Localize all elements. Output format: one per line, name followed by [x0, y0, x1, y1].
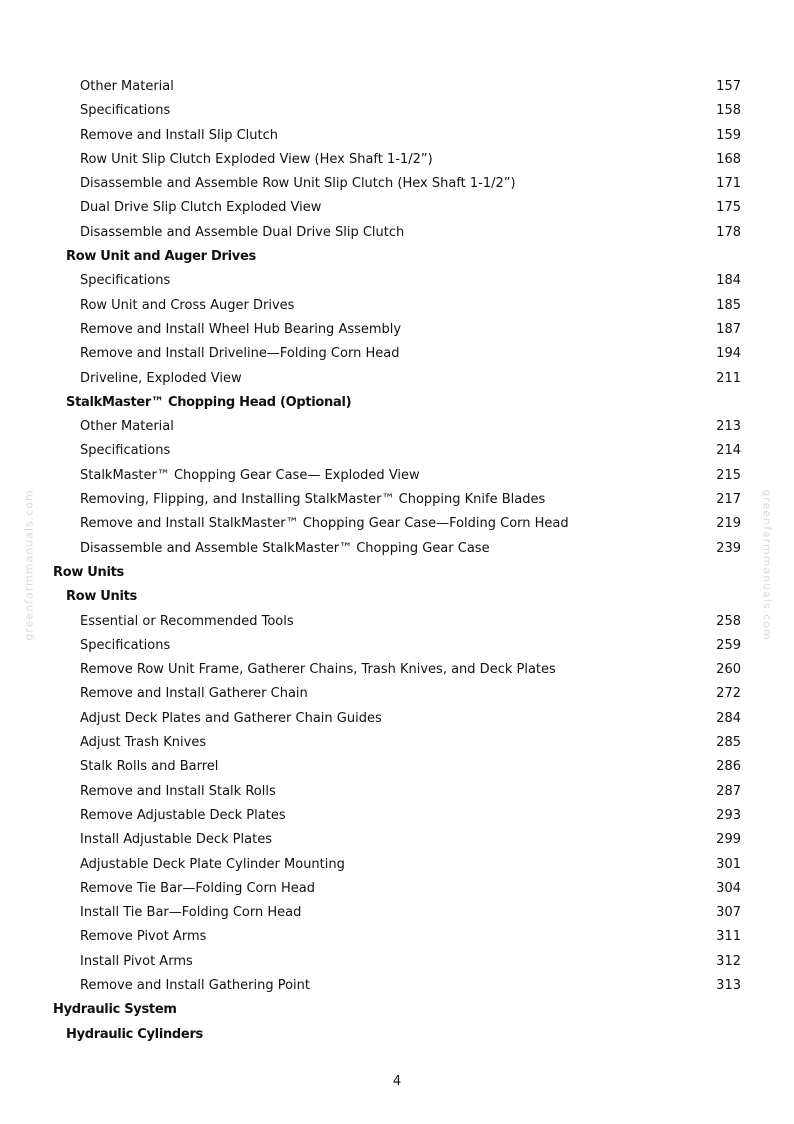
toc-entry-page-number[interactable]: 214 [716, 443, 741, 459]
toc-entry[interactable] [0, 488, 794, 512]
toc-entry[interactable] [0, 99, 794, 123]
toc-entry-title[interactable]: Dual Drive Slip Clutch Exploded View [80, 200, 322, 216]
toc-entry-page-number[interactable]: 258 [716, 613, 741, 629]
toc-entry-title[interactable]: Hydraulic Cylinders [66, 1026, 203, 1042]
toc-section-heading[interactable] [0, 561, 794, 585]
toc-entry-title[interactable]: Specifications [80, 273, 171, 289]
toc-entry[interactable] [0, 901, 794, 925]
toc-entry-title[interactable]: Row Unit and Cross Auger Drives [80, 297, 295, 313]
toc-entry-title[interactable]: Adjust Trash Knives [80, 735, 207, 751]
toc-entry-page-number[interactable]: 187 [716, 321, 741, 337]
toc-entry-title[interactable]: Removing, Flipping, and Installing StalkMaster™ Chopping Knife Blades [80, 492, 546, 508]
toc-entry-title[interactable]: Remove and Install Gatherer Chain [80, 686, 308, 702]
toc-entry-title[interactable]: Row Unit Slip Clutch Exploded View (Hex Shaft 1-1/2”) [80, 151, 433, 167]
table-of-contents [0, 75, 794, 1047]
toc-entry[interactable] [0, 464, 794, 488]
toc-entry[interactable] [0, 828, 794, 852]
toc-entry[interactable] [0, 196, 794, 220]
toc-entry-page-number[interactable]: 215 [716, 467, 741, 483]
toc-entry[interactable] [0, 610, 794, 634]
toc-entry-title[interactable]: Remove Pivot Arms [80, 929, 207, 945]
toc-entry-title[interactable]: Other Material [80, 419, 174, 435]
toc-entry-title[interactable]: Stalk Rolls and Barrel [80, 759, 219, 775]
toc-entry[interactable] [0, 804, 794, 828]
toc-entry[interactable] [0, 75, 794, 99]
toc-entry-page-number[interactable]: 307 [716, 905, 741, 921]
toc-entry-page-number[interactable]: 184 [716, 273, 741, 289]
toc-entry[interactable] [0, 731, 794, 755]
toc-entry[interactable] [0, 537, 794, 561]
toc-entry[interactable] [0, 512, 794, 536]
toc-entry[interactable] [0, 853, 794, 877]
toc-entry[interactable] [0, 439, 794, 463]
toc-entry[interactable] [0, 269, 794, 293]
toc-entry-page-number[interactable]: 213 [716, 419, 741, 435]
toc-entry-title[interactable]: Adjustable Deck Plate Cylinder Mounting [80, 856, 345, 872]
toc-entry[interactable] [0, 877, 794, 901]
toc-entry-title[interactable]: Remove and Install StalkMaster™ Chopping Gear Case—Folding Corn Head [80, 516, 569, 532]
toc-entry-title[interactable]: Remove Row Unit Frame, Gatherer Chains, Trash Knives, and Deck Plates [80, 662, 556, 678]
toc-entry-title[interactable]: Install Adjustable Deck Plates [80, 832, 272, 848]
toc-entry-page-number[interactable]: 313 [716, 977, 741, 993]
toc-entry[interactable] [0, 974, 794, 998]
toc-entry-title[interactable]: Remove and Install Stalk Rolls [80, 783, 276, 799]
toc-entry-page-number[interactable]: 159 [716, 127, 741, 143]
toc-section-heading[interactable] [0, 391, 794, 415]
toc-entry[interactable] [0, 755, 794, 779]
toc-entry-page-number[interactable]: 293 [716, 807, 741, 823]
toc-entry-page-number[interactable]: 284 [716, 710, 741, 726]
toc-entry-title[interactable]: Row Unit and Auger Drives [66, 249, 256, 265]
toc-entry[interactable] [0, 318, 794, 342]
toc-entry[interactable] [0, 780, 794, 804]
toc-entry-title[interactable]: Remove and Install Gathering Point [80, 977, 310, 993]
toc-entry[interactable] [0, 682, 794, 706]
toc-entry-page-number[interactable]: 211 [716, 370, 741, 386]
toc-entry-page-number[interactable]: 260 [716, 662, 741, 678]
toc-entry-page-number[interactable]: 312 [716, 953, 741, 969]
toc-entry-page-number[interactable]: 194 [716, 346, 741, 362]
toc-entry-title[interactable]: StalkMaster™ Chopping Head (Optional) [66, 394, 352, 410]
toc-entry-page-number[interactable]: 304 [716, 880, 741, 896]
toc-entry-title[interactable]: Specifications [80, 443, 171, 459]
toc-entry-page-number[interactable]: 287 [716, 783, 741, 799]
toc-entry-title[interactable]: Essential or Recommended Tools [80, 613, 294, 629]
toc-entry-title[interactable]: Other Material [80, 79, 174, 94]
toc-entry[interactable] [0, 707, 794, 731]
watermark-left: greenfarmmanuals.com [22, 489, 36, 641]
toc-entry[interactable] [0, 415, 794, 439]
toc-entry[interactable] [0, 124, 794, 148]
toc-entry-title[interactable]: Remove Adjustable Deck Plates [80, 807, 286, 823]
toc-entry-page-number[interactable]: 157 [716, 79, 741, 94]
toc-entry-page-number[interactable]: 286 [716, 759, 741, 775]
toc-entry-title[interactable]: Hydraulic System [53, 1002, 177, 1018]
toc-entry-title[interactable]: Driveline, Exploded View [80, 370, 242, 386]
watermark-right: greenfarmmanuals.com [760, 489, 774, 641]
toc-entry-title[interactable]: Remove Tie Bar—Folding Corn Head [80, 880, 315, 896]
toc-entry[interactable] [0, 294, 794, 318]
toc-section-heading[interactable] [0, 585, 794, 609]
toc-entry-title[interactable]: Install Pivot Arms [80, 953, 193, 969]
toc-entry-page-number[interactable]: 301 [716, 856, 741, 872]
toc-entry-page-number[interactable]: 217 [716, 492, 741, 508]
toc-entry-page-number[interactable]: 185 [716, 297, 741, 313]
toc-entry-title[interactable]: Remove and Install Driveline—Folding Corn Head [80, 346, 400, 362]
toc-entry-title[interactable]: Remove and Install Slip Clutch [80, 127, 279, 143]
toc-entry-title[interactable]: Remove and Install Wheel Hub Bearing Assembly [80, 321, 402, 337]
toc-entry-page-number[interactable]: 285 [716, 735, 741, 751]
toc-entry-title[interactable]: Disassemble and Assemble Row Unit Slip Clutch (Hex Shaft 1-1/2”) [80, 176, 516, 192]
toc-entry-title[interactable]: Adjust Deck Plates and Gatherer Chain Guides [80, 710, 382, 726]
toc-section-heading[interactable] [0, 1023, 794, 1047]
toc-entry[interactable] [0, 950, 794, 974]
toc-entry-page-number[interactable]: 171 [716, 176, 741, 192]
toc-entry[interactable] [0, 148, 794, 172]
toc-entry-page-number[interactable]: 299 [716, 832, 741, 848]
toc-entry[interactable] [0, 634, 794, 658]
toc-entry-page-number[interactable]: 175 [716, 200, 741, 216]
toc-section-heading[interactable] [0, 245, 794, 269]
toc-entry-page-number[interactable]: 178 [716, 224, 741, 240]
page-number: 4 [392, 1074, 402, 1089]
toc-entry-page-number[interactable]: 259 [716, 637, 741, 653]
toc-entry-page-number[interactable]: 272 [716, 686, 741, 702]
toc-entry-title[interactable]: Specifications [80, 103, 171, 119]
toc-entry-title[interactable]: Disassemble and Assemble Dual Drive Slip Clutch [80, 224, 405, 240]
toc-entry[interactable] [0, 658, 794, 682]
toc-entry[interactable] [0, 221, 794, 245]
toc-entry-title[interactable]: Specifications [80, 637, 171, 653]
toc-entry[interactable] [0, 367, 794, 391]
toc-entry[interactable] [0, 925, 794, 949]
toc-entry[interactable] [0, 342, 794, 366]
toc-section-heading[interactable] [0, 998, 794, 1022]
toc-entry-title[interactable]: Disassemble and Assemble StalkMaster™ Chopping Gear Case [80, 540, 490, 556]
toc-entry-title[interactable]: Row Units [53, 564, 124, 580]
toc-entry-page-number[interactable]: 219 [716, 516, 741, 532]
toc-entry[interactable] [0, 172, 794, 196]
toc-entry-title[interactable]: Row Units [66, 589, 137, 605]
toc-entry-page-number[interactable]: 239 [716, 540, 741, 556]
toc-entry-page-number[interactable]: 311 [716, 929, 741, 945]
toc-entry-title[interactable]: Install Tie Bar—Folding Corn Head [80, 905, 302, 921]
toc-entry-title[interactable]: StalkMaster™ Chopping Gear Case— Exploded View [80, 467, 420, 483]
toc-entry-page-number[interactable]: 158 [716, 103, 741, 119]
toc-entry-page-number[interactable]: 168 [716, 151, 741, 167]
